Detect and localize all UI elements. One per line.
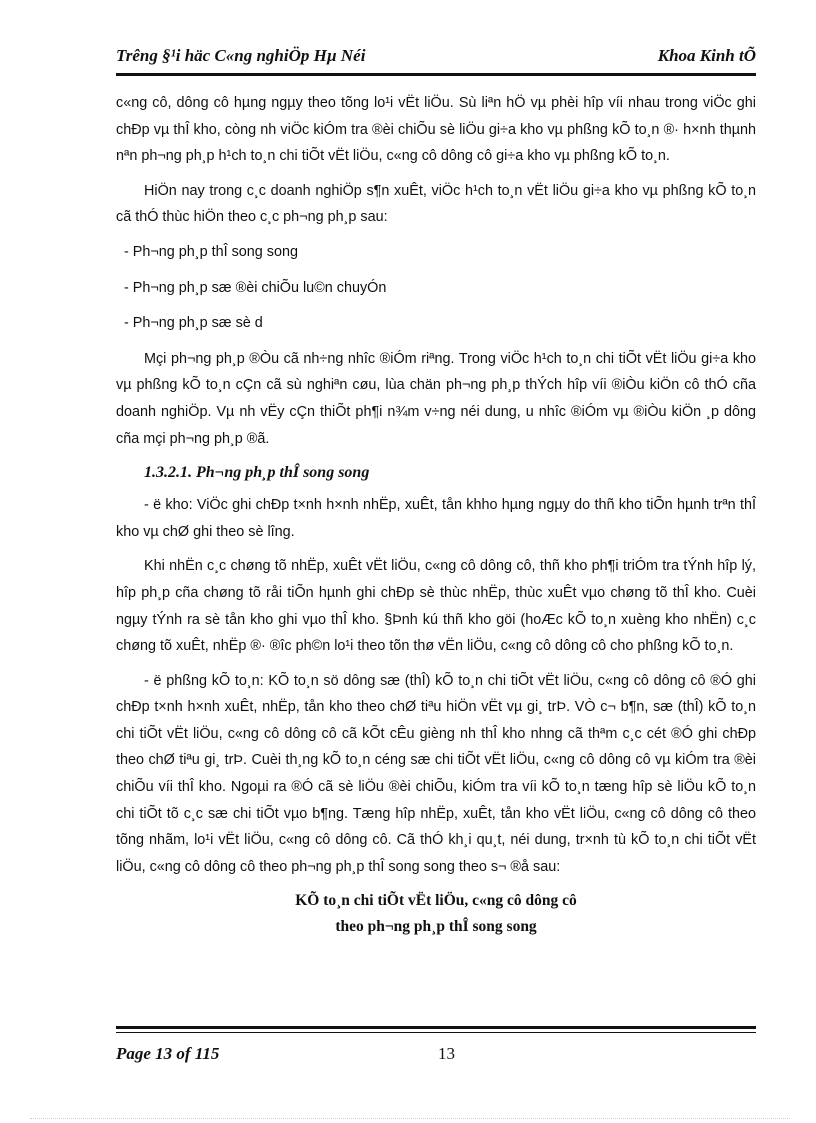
header-school-name: Trêng §¹i häc C«ng nghiÖp Hµ Néi [116,46,366,65]
diagram-caption-line-1: KÕ to¸n chi tiÕt vËt liÖu, c«ng cô dông cô [295,892,577,910]
footer-rule-top [116,1026,756,1029]
paragraph-2: HiÖn nay trong c¸c doanh nghiÖp s¶n xuÊt, viÖc h¹ch to¸n vËt liÖu gi÷a kho vµ phßng kÕ to¸n cã thÓ thùc hiÖn theo c¸c ph¬ng ph¸p sau: [116,182,756,226]
page-header [116,44,756,72]
paragraph-5: Khi nhËn c¸c chøng tõ nhËp, xuÊt vËt liÖu, c«ng cô dông cô, thñ kho ph¶i triÓm tra tÝnh hîp lý, hîp ph¸p cña chøng tõ råi tiÕn hµnh ghi chÐp sè thùc nhËp, thùc xuÊt vµo chøng tõ thÎ kho. Cuèi ngµy tÝnh ra sè tån kho ghi vµo thÎ kho. §Þnh kú thñ kho göi (hoÆc kÕ to¸n xuèng kho nhËn) c¸c chøng tõ xuÊt, nhËp ®· ®îc ph©n lo¹i theo tõn thø vËn liÖu, c«ng cô dông cô cho phßng kÕ to¸n. [116,558,756,655]
footer-rule-bottom [116,1032,756,1033]
paragraph-6: - ë phßng kÕ to¸n: KÕ to¸n sö dông sæ (thÎ) kÕ to¸n chi tiÕt vËt liÖu, c«ng cô dông cô ®Ó ghi chÐp t×nh h×nh xuÊt, nhËp, tån kho theo chØ tiªu hiÖn vËt vµ gi¸ trÞ. VÒ c¬ b¶n, sæ (thÎ) kÕ to¸n chi tiÕt vËt liÖu, c«ng cô dông cô cã kÕt cÊu gièng nh thÎ kho nhng cã thªm c¸c cét ®Ó ghi chÐp theo chØ tiªu gi¸ trÞ. Cuèi th¸ng kÕ to¸n céng sæ chi tiÕt vËt liÖu, c«ng cô dông cô vµ kiÓm tra ®èi chiÕu víi thÎ kho. Ngoµi ra ®Ó cã sè liÖu ®èi chiÕu, kiÓm tra víi kÕ to¸n tæng hîp sè liÖu kÕ to¸n chi tiÕt tõ c¸c sæ chi tiÕt vµo b¶ng. Tæng hîp nhËp, xuÊt, tån kho vËt liÖu, c«ng cô dông cô theo tõng nhãm, lo¹i vËt liÖu, c«ng cô dông cô. Cã thÓ kh¸i qu¸t, néi dung, tr×nh tù kÕ to¸n chi tiÕt vËt liÖu, c«ng cô dông cô theo ph¬ng ph¸p thÎ song song theo s¬ ®å sau: [116,672,756,875]
header-department: Khoa Kinh tÕ [657,46,756,65]
page-bottom-divider [30,1118,790,1119]
header-rule [116,73,756,76]
page-body [116,90,756,940]
method-list-item-3: - Ph¬ng ph¸p sæ sè d [124,315,263,332]
paragraph-1: c«ng cô, dông cô hµng ngµy theo tõng lo¹i vËt liÖu. Sù liªn hÖ vµ phèi hîp víi nhau trong viÖc ghi chÐp vµ thÎ kho, còng nh viÖc kiÓm tra ®èi chiÕu sè liÖu gi÷a kho vµ phßng kÕ to¸n ®· h×nh thµnh nªn ph¬ng ph¸p h¹ch to¸n chi tiÕt vËt liÖu, c«ng cô dông cô gi÷a kho vµ phßng kÕ to¸n. [116,95,756,165]
method-list-item-1: - Ph¬ng ph¸p thÎ song song [124,243,299,260]
paragraph-4: - ë kho: ViÖc ghi chÐp t×nh h×nh nhËp, xuÊt, tån khho hµng ngµy do thñ kho tiÕn hµnh trªn thÎ kho vµ chØ ghi theo sè lîng. [116,497,756,540]
page-number: 13 [438,1044,455,1063]
diagram-caption-line-2: theo ph¬ng ph¸p thÎ song song [335,918,537,936]
page-count-label: Page 13 of 115 [116,1044,220,1063]
page-footer [116,1040,756,1070]
method-list-item-2: - Ph¬ng ph¸p sæ ®èi chiÕu lu©n chuyÓn [124,279,387,296]
paragraph-3: Mçi ph¬ng ph¸p ®Òu cã nh÷ng nhîc ®iÓm riªng. Trong viÖc h¹ch to¸n chi tiÕt vËt liÖu gi÷a kho vµ phßng kÕ to¸n cÇn cã sù nghiªn cøu, lùa chän ph¬ng ph¸p thÝch hîp víi ®iÒu kiÖn cô thÓ cña doanh nghiÖp. Vµ nh vËy cÇn thiÕt ph¶i n¾m v÷ng néi dung, u nhîc ®iÓm vµ ®iÒu kiÖn ¸p dông cña mçi ph¬ng ph¸p ®ã. [116,350,756,447]
section-heading: 1.3.2.1. Ph¬ng ph¸p thÎ song song [144,464,370,482]
